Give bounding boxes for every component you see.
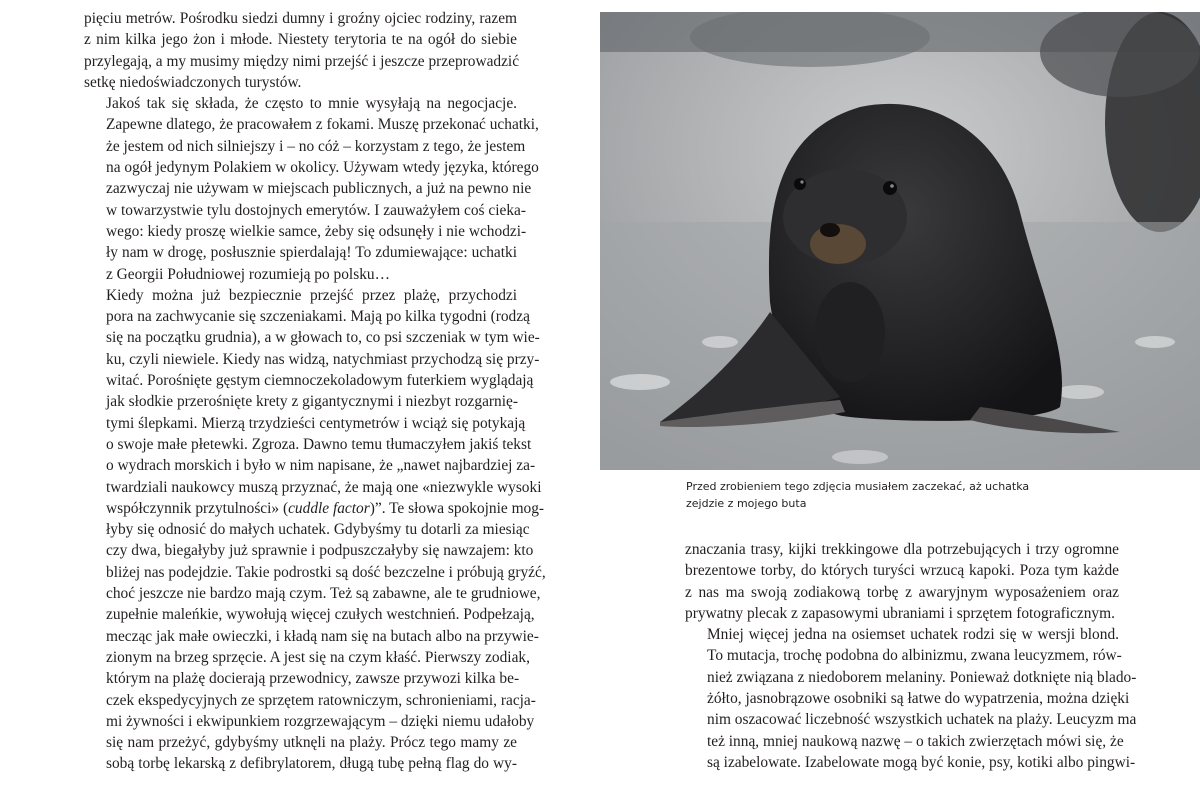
text-line: ku, czyli niewiele. Kiedy nas widzą, natychmiast przychodzą się przy- — [106, 350, 540, 368]
text-line: Zapewne dlatego, że pracowałem z fokami. Muszę przekonać uchatki, — [106, 116, 539, 134]
text-line: To mutacja, trochę podobna do albinizmu, zwana leucyzmem, rów- — [707, 647, 1122, 665]
text-line: o wydrach morskich i było w nim napisane, że „nawet najbardziej za- — [106, 457, 536, 475]
text-line: setkę niedoświadczonych turystów. — [84, 73, 302, 91]
text-line: witać. Porośnięte gęstym ciemnoczekoladowym futerkiem wyglądają — [106, 372, 534, 390]
photo-caption — [686, 478, 1106, 512]
text-line: przylegają, a my musimy między nimi przejść i jeszcze przeprowadzić — [84, 52, 520, 70]
text-line: wego: kiedy proszę wielkie samce, żeby się odsunęły i nie wchodzi- — [106, 222, 527, 240]
text-line: twardziali naukowcy muszą przyznać, że mają one «niezwykle wysoki — [106, 478, 542, 496]
text-line: w towarzystwie tylu dostojnych emerytów. I zauważyłem coś cieka- — [106, 201, 526, 219]
text-line: nim oszacować liczebność wszystkich uchatek na plaży. Leucyzm ma — [707, 711, 1137, 729]
right-text-column — [685, 539, 1137, 773]
caption-line: zejdzie z mojego buta — [686, 497, 807, 510]
text-line: że jestem od nich silniejszy i – no cóż – korzystam z tego, że jestem — [106, 137, 526, 155]
text-line: z nas ma swoją zodiakową torbę z awaryjnym wyposażeniem oraz — [685, 583, 1119, 601]
left-text-column — [84, 8, 546, 775]
text-line: zazwyczaj nie używam w miejscach publicznych, a już na pewno nie — [106, 180, 532, 198]
text-line: choć jeszcze nie bardzo mają czym. Też są zabawne, ale te grudniowe, — [106, 585, 541, 603]
photo-illustration — [600, 12, 1200, 470]
text-segment: )”. Te słowa spokojnie mog- — [369, 499, 545, 517]
text-line: z Georgii Południowej rozumieją po polsku… — [106, 265, 390, 283]
text-segment: współczynnik przytulności» ( — [106, 499, 289, 517]
text-line: brezentowe torby, do których turyści wrzucą kapoki. Poza tym każde — [685, 562, 1119, 580]
text-line: tymi ślepkami. Mierzą trzydzieści centymetrów i wciąż się potykają — [106, 414, 526, 432]
text-line: czy dwa, biegałyby już sprawnie i podpuszczałyby się nawzajem: kto — [106, 542, 534, 560]
caption-line: Przed zrobieniem tego zdjęcia musiałem zaczekać, aż uchatka — [686, 480, 1030, 493]
text-line: mi żywności i ekwipunkiem rozgrzewającym – dzięki niemu udałoby — [106, 712, 535, 730]
fur-seal-pup-photo — [600, 12, 1200, 470]
text-line: żółto, jasnobrązowe osobniki są łatwe do wypatrzenia, można dzięki — [707, 690, 1130, 708]
text-line: z nim kilka jego żon i młode. Niestety terytoria te na ogół do siebie — [84, 31, 517, 49]
text-line: zionym na brzeg sprzęcie. A jest się na czym kłaść. Pierwszy zodiak, — [106, 648, 530, 666]
text-line: nież związana z niedoborem melaniny. Ponieważ dotknięte nią blado- — [707, 668, 1137, 686]
text-line: Jakoś tak się składa, że często to mnie wysyłają na negocjacje. — [106, 95, 517, 113]
text-line: jak słodkie przerośnięte krety z gigantycznymi i niezbyt rozgarnię- — [106, 393, 518, 411]
text-line: są izabelowate. Izabelowate mogą być konie, psy, kotiki albo pingwi- — [707, 753, 1136, 771]
text-line: się nam przeżyć, gdybyśmy utknęli na plaży. Prócz tego mamy ze — [106, 734, 517, 752]
text-line-with-italic — [84, 498, 545, 519]
text-line: Mniej więcej jedna na osiemset uchatek rodzi się w wersji blond. — [707, 626, 1119, 644]
text-line: łyby się odnosić do małych uchatek. Gdybyśmy tu dotarli za miesiąc — [106, 521, 530, 539]
text-line: sobą torbę lekarską z defibrylatorem, długą tubę pełną flag do wy- — [106, 755, 517, 773]
paragraph — [84, 93, 539, 285]
text-line: Kiedy można już bezpiecznie przejść przez plażę, przychodzi — [106, 286, 517, 304]
text-line: znaczania trasy, kijki trekkingowe dla potrzebujących i trzy ogromne — [685, 541, 1119, 558]
text-line: o swoje małe płetewki. Zgroza. Dawno temu tłumaczyłem jakiś tekst — [106, 435, 532, 453]
paragraph — [685, 624, 1137, 773]
paragraph — [84, 285, 546, 775]
text-line: ły nam w drogę, posłusznie spierdalają! To zdumiewające: uchatki — [106, 244, 517, 262]
text-line: pięciu metrów. Pośrodku siedzi dumny i groźny ojciec rodziny, razem — [84, 10, 517, 27]
italic-term: cuddle factor — [288, 499, 370, 517]
paragraph — [84, 8, 520, 93]
text-line: prywatny plecak z zapasowymi ubraniami i sprzętem fotograficznym. — [685, 604, 1115, 622]
text-line: na ogół jedynym Polakiem w okolicy. Używam wtedy języka, którego — [106, 159, 539, 177]
text-line: którym na plażę docierają przewodnicy, zawsze przywozi kilka be- — [106, 670, 520, 688]
paragraph — [685, 539, 1119, 624]
text-line: pora na zachwycanie się szczeniakami. Mają po kilka tygodni (rodzą — [106, 308, 530, 326]
text-line: się na początku grudnia), a w głowach to, co psi szczeniak w tym wie- — [106, 329, 540, 347]
text-line: też inną, mniej naukową nazwę – o takich zwierzętach mówi się, że — [707, 732, 1124, 750]
text-line: czek ekspedycyjnych ze sprzętem ratowniczym, schronieniami, racja- — [106, 691, 536, 709]
text-line: mecząc jak małe owieczki, i kładą nam się na butach albo na przywie- — [106, 627, 539, 645]
text-line: bliżej nas podejdzie. Takie podrostki są dość bezczelne i próbują gryźć, — [106, 563, 546, 581]
text-line: zupełnie maleńkie, wywołują więcej czułych westchnień. Podpełzają, — [106, 606, 535, 624]
